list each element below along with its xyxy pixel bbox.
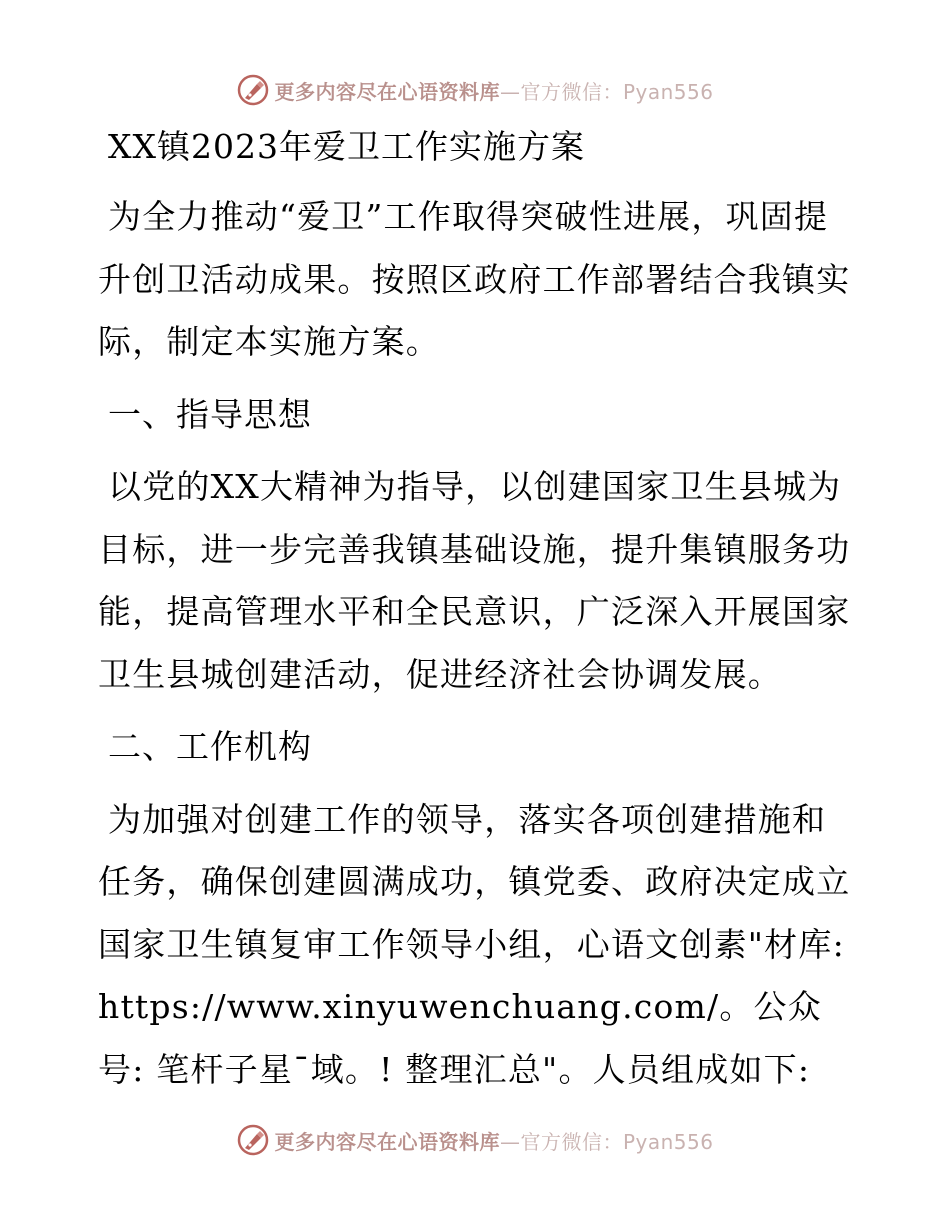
watermark-text: 更多内容尽在心语资料库—官方微信：Pyan556: [274, 79, 714, 104]
pen-nib-logo-icon: [236, 1123, 270, 1157]
work-organization-paragraph: 为加强对创建工作的领导，落实各项创建措施和任务，确保创建圆满成功，镇党委、政府决定成立国家卫生镇复审工作领导小组，心语文创素"材库: https://www.xinyuwenchuang.com/。公众号: 笔杆子星¯域。! 整理汇总"。人员组成如下:: [98, 799, 851, 1089]
intro-paragraph: 为全力推动“爱卫”工作取得突破性进展，巩固提升创卫活动成果。按照区政府工作部署结合我镇实际，制定本实施方案。: [98, 197, 851, 361]
watermark-footer: [0, 1118, 950, 1162]
guiding-ideology-paragraph: 以党的XX大精神为指导，以创建国家卫生县城为目标，进一步完善我镇基础设施，提升集镇服务功能，提高管理水平和全民意识，广泛深入开展国家卫生县城创建活动，促进经济社会协调发展。: [98, 467, 851, 694]
document-title: XX镇2023年爱卫工作实施方案: [108, 127, 585, 166]
section-heading-work-organization: 二、工作机构: [108, 727, 312, 766]
pen-nib-logo-icon: [236, 73, 270, 107]
watermark-header: [0, 68, 950, 112]
watermark-text: 更多内容尽在心语资料库—官方微信：Pyan556: [274, 1129, 714, 1154]
section-heading-guiding-ideology: 一、指导思想: [108, 394, 312, 434]
document-body: [98, 118, 858, 1111]
